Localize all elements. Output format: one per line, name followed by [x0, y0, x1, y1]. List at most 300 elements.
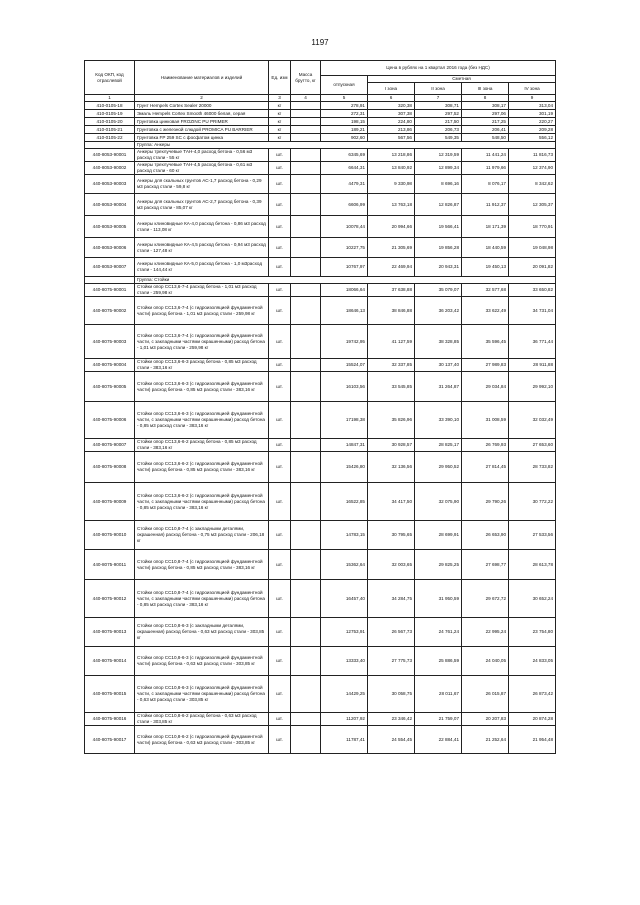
table-row [85, 580, 556, 618]
table-row [85, 162, 556, 175]
row-zone-3-price: 308,17 [462, 102, 509, 110]
row-zone-4-price: 21 954,48 [509, 726, 556, 754]
row-release-price: 902,60 [321, 134, 368, 142]
column-number: 1 [85, 95, 135, 102]
row-zone-3-price: 29 672,72 [462, 580, 509, 618]
row-zone-4-price: 20 874,28 [509, 713, 556, 726]
row-zone-2-price: 19 566,41 [415, 216, 462, 238]
table-row [85, 618, 556, 647]
row-unit: шт. [269, 521, 291, 550]
row-mass [291, 325, 321, 359]
row-zone-1-price: 30 058,75 [368, 676, 415, 713]
row-name: Анкеры трехлучевые ТАН-4,5 расход бетона - 0,61 м3 расход стали - 60 кг [135, 162, 269, 175]
row-unit: шт. [269, 550, 291, 580]
row-zone-2-price: 12 899,34 [415, 162, 462, 175]
table-row [85, 726, 556, 754]
row-mass [291, 550, 321, 580]
row-code: 440-8075-90012 [85, 580, 135, 618]
row-mass [291, 676, 321, 713]
row-unit: кг [269, 110, 291, 118]
row-code: 410-0105-22 [85, 134, 135, 142]
row-zone-4-price: 20 091,82 [509, 258, 556, 277]
row-zone-2-price: 28 699,91 [415, 521, 462, 550]
row-unit: шт. [269, 149, 291, 162]
row-unit: шт. [269, 297, 291, 325]
row-zone-3-price: 31 008,59 [462, 402, 509, 439]
header-name: Наименование материалов и изделий [135, 61, 269, 95]
row-zone-2-price: 33 390,10 [415, 402, 462, 439]
row-zone-3-price: 22 995,24 [462, 618, 509, 647]
row-unit: шт. [269, 325, 291, 359]
row-unit: шт. [269, 713, 291, 726]
row-zone-2-price: 31 950,59 [415, 580, 462, 618]
row-zone-4-price: 30 652,24 [509, 580, 556, 618]
row-zone-1-price: 24 554,45 [368, 726, 415, 754]
row-unit: шт. [269, 402, 291, 439]
row-zone-1-price: 30 928,57 [368, 439, 415, 452]
column-number: 8 [462, 95, 509, 102]
row-zone-4-price: 34 731,04 [509, 297, 556, 325]
row-mass [291, 372, 321, 402]
row-name: Стойки опор СС10,8-6-2 (с гидроизоляцией фундаментной части) расход бетона - 0,63 м3 расход стали - 303,85 кг [135, 726, 269, 754]
row-unit: кг [269, 102, 291, 110]
column-number: 9 [509, 95, 556, 102]
header-zone-3: III зона [462, 83, 509, 95]
row-zone-3-price: 26 653,90 [462, 521, 509, 550]
row-unit: шт. [269, 359, 291, 372]
header-estimate: Сметная [368, 76, 556, 83]
row-name: Стойки опор СС10,8-7-4 (с гидроизоляцией фундаментной части, с закладными частями окрашенными) расход бетона - 0,85 м3 расход стали - 383,16 кг [135, 580, 269, 618]
row-release-price: 17198,38 [321, 402, 368, 439]
row-zone-4-price: 28 613,78 [509, 550, 556, 580]
row-zone-1-price: 307,38 [368, 110, 415, 118]
row-unit: кг [269, 134, 291, 142]
row-mass [291, 402, 321, 439]
row-zone-1-price: 567,56 [368, 134, 415, 142]
row-mass [291, 162, 321, 175]
row-zone-3-price: 11 979,66 [462, 162, 509, 175]
row-zone-4-price: 11 816,73 [509, 149, 556, 162]
group-row [85, 142, 556, 149]
row-zone-2-price: 217,50 [415, 118, 462, 126]
row-code: 440-8075-90009 [85, 483, 135, 521]
row-zone-3-price: 20 207,83 [462, 713, 509, 726]
row-zone-1-price: 34 284,75 [368, 580, 415, 618]
table-row [85, 258, 556, 277]
row-name: Стойки опор СС13,6-7-4 (с гидроизоляцией фундаментной части, с закладными частями окрашенными) расход бетона - 1,01 м3 расход стали - 259,98 кг [135, 325, 269, 359]
row-mass [291, 521, 321, 550]
header-unit: Ед. изм [269, 61, 291, 95]
table-row [85, 483, 556, 521]
row-zone-3-price: 29 034,84 [462, 372, 509, 402]
row-zone-2-price: 12 826,87 [415, 194, 462, 216]
row-code: 440-8075-90011 [85, 550, 135, 580]
row-zone-4-price: 19 048,98 [509, 238, 556, 258]
row-zone-1-price: 9 330,98 [368, 175, 415, 194]
row-zone-1-price: 26 567,73 [368, 618, 415, 647]
row-zone-1-price: 32 337,85 [368, 359, 415, 372]
row-release-price: 16522,85 [321, 483, 368, 521]
table-row [85, 550, 556, 580]
row-zone-4-price: 32 032,49 [509, 402, 556, 439]
row-code: 410-0105-18 [85, 102, 135, 110]
row-zone-3-price: 11 441,24 [462, 149, 509, 162]
row-unit: шт. [269, 216, 291, 238]
row-name: Анкеры трехлучевые ТАН-4,0 расход бетона - 0,56 м3 расход стали - 55 кг [135, 149, 269, 162]
row-name: Грунтовка FP 259 SC с фосфатом цинка [135, 134, 269, 142]
row-name: Стойки опор СС10,8-7-4 (с гидроизоляцией фундаментной части) расход бетона - 0,85 м3 расход стали - 383,16 кг [135, 550, 269, 580]
table-row [85, 297, 556, 325]
column-number-row [85, 95, 556, 102]
column-number: 3 [269, 95, 291, 102]
row-zone-2-price: 24 761,24 [415, 618, 462, 647]
group-label: Группа: Стойки [135, 277, 556, 284]
row-zone-1-price: 33 545,85 [368, 372, 415, 402]
row-mass [291, 452, 321, 483]
table-row [85, 175, 556, 194]
column-number: 2 [135, 95, 269, 102]
row-mass [291, 647, 321, 676]
table-row [85, 647, 556, 676]
row-zone-4-price: 28 911,88 [509, 359, 556, 372]
table-row [85, 149, 556, 162]
row-zone-3-price: 32 577,68 [462, 284, 509, 297]
row-zone-4-price: 29 992,10 [509, 372, 556, 402]
row-zone-1-price: 41 127,59 [368, 325, 415, 359]
row-zone-2-price: 21 759,07 [415, 713, 462, 726]
row-code: 440-8053-90002 [85, 162, 135, 175]
row-zone-2-price: 297,52 [415, 110, 462, 118]
row-release-price: 198,15 [321, 118, 368, 126]
row-zone-3-price: 548,50 [462, 134, 509, 142]
row-zone-2-price: 22 884,41 [415, 726, 462, 754]
table-row [85, 216, 556, 238]
row-name: Стойки опор СС10,8-6-3 (с гидроизоляцией фундаментной части) расход бетона - 0,63 м3 расход стали - 303,85 кг [135, 647, 269, 676]
row-zone-4-price: 33 650,82 [509, 284, 556, 297]
row-zone-4-price: 24 833,05 [509, 647, 556, 676]
row-name: Стойки опор СС10,8-7-4 (с закладными деталями, окрашенная) расход бетона - 0,75 м3 расход стали - 206,18 кг [135, 521, 269, 550]
column-number: 6 [368, 95, 415, 102]
row-release-price: 18066,64 [321, 284, 368, 297]
row-release-price: 16103,56 [321, 372, 368, 402]
header-zone-1: I зона [368, 83, 415, 95]
row-unit: шт. [269, 676, 291, 713]
table-row [85, 713, 556, 726]
row-unit: кг [269, 126, 291, 134]
table-row [85, 676, 556, 713]
table-row [85, 134, 556, 142]
row-release-price: 6606,99 [321, 194, 368, 216]
row-code: 440-8053-90005 [85, 216, 135, 238]
row-release-price: 11787,41 [321, 726, 368, 754]
row-release-price: 18646,13 [321, 297, 368, 325]
table-row [85, 325, 556, 359]
row-code: 440-8075-90003 [85, 325, 135, 359]
row-zone-1-price: 320,38 [368, 102, 415, 110]
row-name: Стойки опор СС13,6-6-3 расход бетона - 0,85 м3 расход стали - 383,16 кг [135, 359, 269, 372]
row-code: 440-8075-90007 [85, 439, 135, 452]
row-name: Стойки опор СС10,8-6-3 (с закладными деталями, окрашенная) расход бетона - 0,63 м3 расход стали - 303,85 кг [135, 618, 269, 647]
row-zone-1-price: 30 795,65 [368, 521, 415, 550]
row-unit: шт. [269, 372, 291, 402]
row-zone-3-price: 27 989,83 [462, 359, 509, 372]
row-zone-2-price: 30 137,40 [415, 359, 462, 372]
row-zone-4-price: 556,12 [509, 134, 556, 142]
row-name: Стойки опор СС13,6-7-4 (с гидроизоляцией фундаментной части) расход бетона - 1,01 м3 расход стали - 259,98 кг [135, 297, 269, 325]
row-zone-3-price: 18 171,39 [462, 216, 509, 238]
row-zone-3-price: 11 912,37 [462, 194, 509, 216]
row-zone-3-price: 27 698,77 [462, 550, 509, 580]
row-code: 440-8075-90016 [85, 713, 135, 726]
row-unit: шт. [269, 483, 291, 521]
row-release-price: 15426,80 [321, 452, 368, 483]
row-zone-2-price: 28 011,67 [415, 676, 462, 713]
group-row [85, 277, 556, 284]
column-number: 5 [321, 95, 368, 102]
row-zone-4-price: 18 770,91 [509, 216, 556, 238]
table-row [85, 118, 556, 126]
row-zone-4-price: 301,19 [509, 110, 556, 118]
row-name: Грунтовка цинковая FROZINC PU PRIMER [135, 118, 269, 126]
table-row [85, 402, 556, 439]
row-zone-1-price: 37 638,88 [368, 284, 415, 297]
row-zone-3-price: 19 450,13 [462, 258, 509, 277]
header-release: отпускная [321, 76, 368, 95]
row-mass [291, 258, 321, 277]
row-zone-4-price: 12 374,90 [509, 162, 556, 175]
row-zone-3-price: 24 040,05 [462, 647, 509, 676]
row-code: 440-8075-90014 [85, 647, 135, 676]
row-zone-3-price: 217,25 [462, 118, 509, 126]
row-code: 440-8075-90008 [85, 452, 135, 483]
row-zone-1-price: 213,86 [368, 126, 415, 134]
row-zone-1-price: 20 994,66 [368, 216, 415, 238]
row-zone-2-price: 8 696,16 [415, 175, 462, 194]
row-release-price: 15362,64 [321, 550, 368, 580]
row-unit: шт. [269, 452, 291, 483]
row-zone-2-price: 29 825,25 [415, 550, 462, 580]
row-unit: шт. [269, 439, 291, 452]
row-mass [291, 102, 321, 110]
header-mass: Масса брутто, кг [291, 61, 321, 95]
row-name: Стойки опор СС10,8-6-3 (с гидроизоляцией фундаментной части, с закладными частями окрашенными) расход бетона - 0,63 м3 расход стали - 303,85 кг [135, 676, 269, 713]
row-zone-3-price: 29 790,26 [462, 483, 509, 521]
row-zone-4-price: 209,28 [509, 126, 556, 134]
row-zone-3-price: 8 076,17 [462, 175, 509, 194]
row-name: Грунтовка с железной слюдой PROMICA PU BARRIER [135, 126, 269, 134]
row-unit: шт. [269, 726, 291, 754]
row-mass [291, 238, 321, 258]
row-code: 440-8075-90010 [85, 521, 135, 550]
row-release-price: 14783,15 [321, 521, 368, 550]
row-release-price: 13333,40 [321, 647, 368, 676]
row-zone-2-price: 36 203,42 [415, 297, 462, 325]
row-zone-3-price: 27 814,45 [462, 452, 509, 483]
row-code: 440-8053-90001 [85, 149, 135, 162]
row-release-price: 6644,31 [321, 162, 368, 175]
column-number: 7 [415, 95, 462, 102]
row-mass [291, 284, 321, 297]
row-unit: кг [269, 118, 291, 126]
row-zone-3-price: 26 769,93 [462, 439, 509, 452]
row-code: 440-8053-90004 [85, 194, 135, 216]
group-label: Группа: Анкеры [135, 142, 556, 149]
table-row [85, 372, 556, 402]
row-code: 440-8053-90007 [85, 258, 135, 277]
row-zone-4-price: 30 772,22 [509, 483, 556, 521]
table-row [85, 194, 556, 216]
row-zone-2-price: 12 319,59 [415, 149, 462, 162]
table-row [85, 102, 556, 110]
row-zone-1-price: 21 305,69 [368, 238, 415, 258]
row-name: Стойки опор СС10,8-6-2 расход бетона - 0,63 м3 расход стали - 303,85 кг [135, 713, 269, 726]
row-zone-1-price: 22 469,94 [368, 258, 415, 277]
row-name: Стойки опор СС13,6-6-2 расход бетона - 0,85 м3 расход стали - 383,16 кг [135, 439, 269, 452]
row-code: 440-8053-90006 [85, 238, 135, 258]
row-mass [291, 483, 321, 521]
row-mass [291, 618, 321, 647]
row-release-price: 14429,25 [321, 676, 368, 713]
row-zone-4-price: 220,27 [509, 118, 556, 126]
row-code: 440-8075-90006 [85, 402, 135, 439]
row-zone-1-price: 32 003,65 [368, 550, 415, 580]
row-mass [291, 713, 321, 726]
row-unit: шт. [269, 238, 291, 258]
row-name: Стойки опор СС13,6-7-4 расход бетона - 1,01 м3 расход стали - 259,98 кг [135, 284, 269, 297]
row-mass [291, 580, 321, 618]
row-release-price: 4479,31 [321, 175, 368, 194]
row-zone-2-price: 206,73 [415, 126, 462, 134]
row-code: 410-0105-21 [85, 126, 135, 134]
row-release-price: 6345,69 [321, 149, 368, 162]
row-zone-1-price: 38 846,88 [368, 297, 415, 325]
row-mass [291, 110, 321, 118]
table-body [85, 102, 556, 754]
row-unit: шт. [269, 647, 291, 676]
table-row [85, 238, 556, 258]
row-zone-2-price: 19 856,28 [415, 238, 462, 258]
row-zone-2-price: 20 943,31 [415, 258, 462, 277]
row-release-price: 10227,75 [321, 238, 368, 258]
table-row [85, 126, 556, 134]
row-release-price: 278,91 [321, 102, 368, 110]
row-unit: шт. [269, 175, 291, 194]
row-zone-1-price: 224,80 [368, 118, 415, 126]
header-price-group: Цена в рублях на 1 квартал 2016 года (без НДС) [321, 61, 556, 76]
row-release-price: 14847,31 [321, 439, 368, 452]
row-release-price: 11207,92 [321, 713, 368, 726]
row-release-price: 272,31 [321, 110, 368, 118]
row-zone-4-price: 28 733,82 [509, 452, 556, 483]
row-code: 440-8075-90015 [85, 676, 135, 713]
row-release-price: 15524,07 [321, 359, 368, 372]
row-zone-3-price: 21 252,64 [462, 726, 509, 754]
row-name: Стойки опор СС13,6-6-3 (с гидроизоляцией фундаментной части, с закладными частями окрашенными) расход бетона - 0,85 м3 расход стали - 383,16 кг [135, 402, 269, 439]
row-zone-4-price: 8 342,62 [509, 175, 556, 194]
price-table [84, 60, 556, 754]
row-zone-4-price: 27 653,60 [509, 439, 556, 452]
row-mass [291, 149, 321, 162]
row-code: 440-8075-90002 [85, 297, 135, 325]
row-code: 440-8075-90005 [85, 372, 135, 402]
row-zone-3-price: 297,06 [462, 110, 509, 118]
row-zone-2-price: 32 075,90 [415, 483, 462, 521]
row-name: Стойки опор СС13,6-6-2 (с гидроизоляцией фундаментной части, с закладными частями окрашенными) расход бетона - 0,85 м3 расход стали - 383,16 кг [135, 483, 269, 521]
row-code: 410-0105-19 [85, 110, 135, 118]
row-zone-1-price: 23 346,42 [368, 713, 415, 726]
column-number: 4 [291, 95, 321, 102]
row-name: Грунт Hempels Cortex Sealer 20000 [135, 102, 269, 110]
table-row [85, 439, 556, 452]
row-zone-3-price: 18 440,59 [462, 238, 509, 258]
row-code: 440-8075-90013 [85, 618, 135, 647]
row-unit: шт. [269, 194, 291, 216]
row-release-price: 10767,97 [321, 258, 368, 277]
row-unit: шт. [269, 580, 291, 618]
group-code-cell [85, 142, 135, 149]
row-unit: шт. [269, 258, 291, 277]
row-mass [291, 439, 321, 452]
row-zone-4-price: 313,04 [509, 102, 556, 110]
row-name: Анкеры клиновидные КА-4,5 расход бетона - 0,94 м3 расход стали - 127,48 кг [135, 238, 269, 258]
row-zone-2-price: 308,71 [415, 102, 462, 110]
header-code: Код ОКП, код отраслевой [85, 61, 135, 95]
row-code: 440-8075-90004 [85, 359, 135, 372]
page-number: 1197 [311, 38, 329, 47]
row-zone-1-price: 27 775,73 [368, 647, 415, 676]
table-row [85, 359, 556, 372]
table-row [85, 452, 556, 483]
row-code: 410-0105-20 [85, 118, 135, 126]
row-zone-2-price: 38 328,85 [415, 325, 462, 359]
row-zone-2-price: 29 950,52 [415, 452, 462, 483]
row-code: 440-8075-90001 [85, 284, 135, 297]
row-unit: шт. [269, 284, 291, 297]
row-name: Анкеры для скальных грунтов АС-1,7 расход бетона - 0,29 м3 расход стали - 59,8 кг [135, 175, 269, 194]
row-zone-4-price: 36 771,44 [509, 325, 556, 359]
header-zone-4: IV зона [509, 83, 556, 95]
row-release-price: 12753,91 [321, 618, 368, 647]
row-zone-2-price: 28 825,17 [415, 439, 462, 452]
row-mass [291, 134, 321, 142]
row-zone-1-price: 35 826,96 [368, 402, 415, 439]
group-code-cell [85, 277, 135, 284]
row-zone-3-price: 33 622,49 [462, 297, 509, 325]
row-name: Анкеры клиновидные КА-4,0 расход бетона - 0,86 м3 расход стали - 113,08 кг [135, 216, 269, 238]
row-unit: шт. [269, 618, 291, 647]
row-name: Анкеры для скальных грунтов АС-2,7 расход бетона - 0,39 м3 расход стали - 85,07 кг [135, 194, 269, 216]
row-zone-1-price: 13 840,92 [368, 162, 415, 175]
row-zone-2-price: 25 886,59 [415, 647, 462, 676]
row-zone-3-price: 206,41 [462, 126, 509, 134]
row-mass [291, 118, 321, 126]
row-zone-2-price: 31 264,87 [415, 372, 462, 402]
row-zone-3-price: 35 596,45 [462, 325, 509, 359]
row-zone-1-price: 13 763,18 [368, 194, 415, 216]
row-zone-1-price: 13 218,86 [368, 149, 415, 162]
row-mass [291, 175, 321, 194]
row-zone-2-price: 549,35 [415, 134, 462, 142]
row-release-price: 19742,95 [321, 325, 368, 359]
table-row [85, 521, 556, 550]
row-zone-4-price: 12 305,37 [509, 194, 556, 216]
row-zone-4-price: 27 533,56 [509, 521, 556, 550]
row-name: Стойки опор СС13,6-6-2 (с гидроизоляцией фундаментной части) расход бетона - 0,85 м3 расход стали - 383,16 кг [135, 452, 269, 483]
row-name: Стойки опор СС13,6-6-3 (с гидроизоляцией фундаментной части) расход бетона - 0,85 м3 расход стали - 383,16 кг [135, 372, 269, 402]
row-mass [291, 726, 321, 754]
row-mass [291, 297, 321, 325]
row-mass [291, 194, 321, 216]
